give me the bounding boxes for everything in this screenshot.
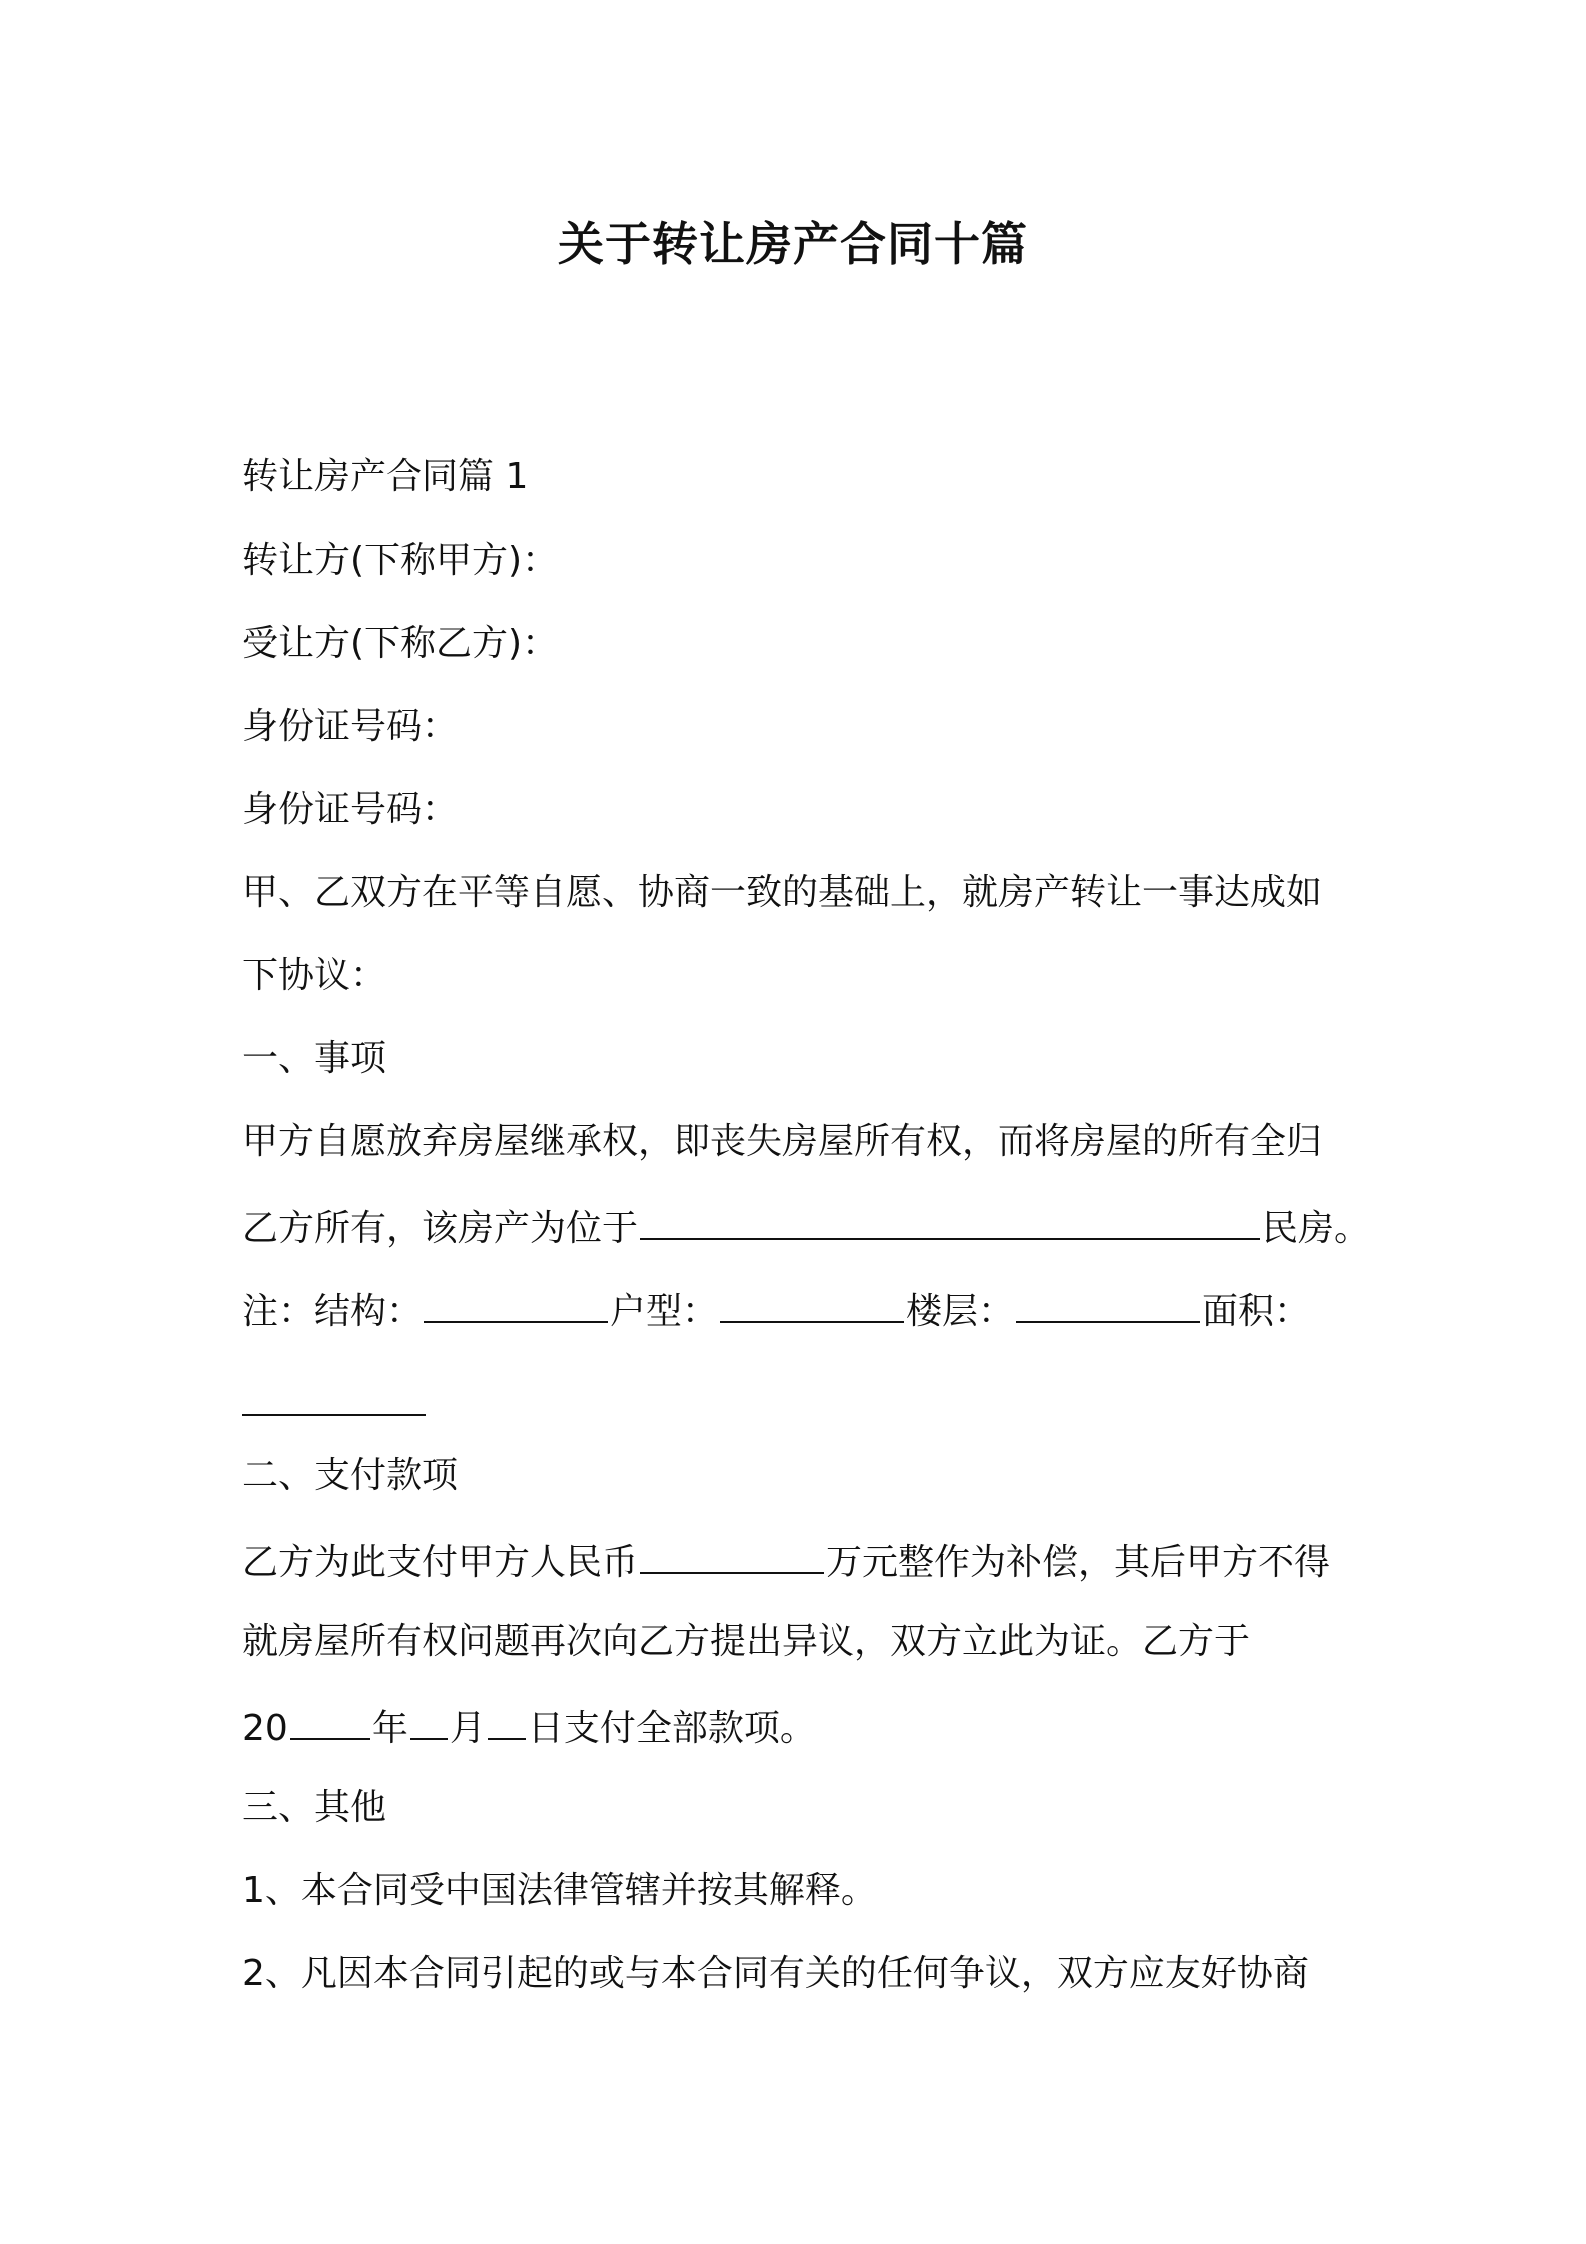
amount-blank [640,1534,824,1574]
unit-type-blank [720,1283,904,1323]
payment-line-2: 就房屋所有权问题再次向乙方提出异议，双方立此为证。乙方于 [242,1621,1251,1662]
area-blank [242,1384,426,1416]
payment-date-line [242,1700,1392,1754]
floor-label: 楼层： [906,1291,1015,1332]
payment-line-1 [242,1534,1392,1588]
date-day-suffix: 日支付全部款项。 [527,1708,816,1749]
heading-other: 三、其他 [242,1787,387,1828]
unit-type-label: 户型： [610,1291,719,1332]
structure-label: 注：结构： [242,1291,423,1332]
other-item-2: 2、凡因本合同引起的或与本合同有关的任何争议，双方应友好协商 [242,1953,1309,1994]
day-blank [488,1700,526,1740]
date-year-label: 年 [371,1708,408,1749]
matters-line-2-suffix: 民房。 [1262,1208,1371,1249]
payment-line-1-prefix: 乙方为此支付甲方人民币 [242,1542,639,1583]
preamble-line-2: 下协议： [242,955,387,996]
area-blank-line [242,1380,1392,1430]
matters-line-2 [242,1200,1392,1254]
transferor-label: 转让方(下称甲方)： [242,540,559,581]
date-month-label: 月 [449,1708,486,1749]
date-prefix: 20 [242,1708,288,1749]
payment-line-1-suffix: 万元整作为补偿，其后甲方不得 [826,1542,1331,1583]
transferee-label: 受让方(下称乙方)： [242,623,559,664]
heading-matters: 一、事项 [242,1038,387,1079]
document-title: 关于转让房产合同十篇 [558,217,1028,271]
structure-blank [424,1283,608,1323]
matters-line-2-prefix: 乙方所有，该房产为位于 [242,1208,639,1249]
matters-line-1: 甲方自愿放弃房屋继承权，即丧失房屋所有权，而将房屋的所有全归 [242,1121,1323,1162]
month-blank [410,1700,448,1740]
other-item-1: 1、本合同受中国法律管辖并按其解释。 [242,1870,877,1911]
section-heading: 转让房产合同篇 1 [242,456,529,497]
location-blank [640,1200,1260,1240]
id-number-label-2: 身份证号码： [242,789,459,830]
heading-payment: 二、支付款项 [242,1455,459,1496]
year-blank [290,1700,370,1740]
preamble-line-1: 甲、乙双方在平等自愿、协商一致的基础上，就房产转让一事达成如 [242,872,1323,913]
area-label: 面积： [1202,1291,1311,1332]
floor-blank [1016,1283,1200,1323]
id-number-label-1: 身份证号码： [242,706,459,747]
note-line [242,1283,1392,1337]
